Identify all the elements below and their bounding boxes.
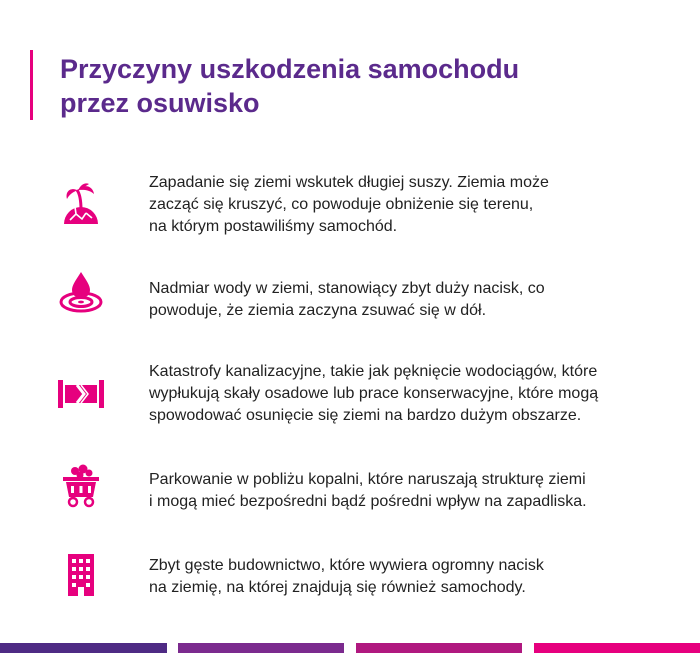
- list-item-line: powoduje, że ziemia zaczyna zsuwać się w dół.: [149, 302, 487, 319]
- list-item-line: Zbyt gęste budownictwo, które wywiera ogromny nacisk: [149, 557, 544, 574]
- footer-segment: [534, 643, 700, 653]
- footer-segment: [178, 643, 344, 653]
- page-title: [60, 52, 660, 120]
- list-item-line: wypłukują skały osadowe lub prace konserwacyjne, które mogą: [149, 385, 599, 402]
- list-item-line: na którym postawiliśmy samochód.: [149, 218, 398, 235]
- drought-icon: [58, 180, 104, 226]
- building-icon: [58, 552, 104, 598]
- list-item-text: [149, 172, 669, 238]
- list-item-text: [149, 361, 669, 427]
- list-item-line: Zapadanie się ziemi wskutek długiej suszy. Ziemia może: [149, 174, 549, 191]
- list-item-line: i mogą mieć bezpośredni bądź pośredni wpływ na zapadliska.: [149, 493, 587, 510]
- footer-segment: [356, 643, 522, 653]
- list-item-line: na ziemię, na której znajdują się również samochody.: [149, 579, 526, 596]
- water-drop-icon: [58, 268, 104, 314]
- mine-cart-icon: [58, 463, 104, 509]
- list-item-text: [149, 469, 669, 513]
- title-accent-bar: [30, 50, 33, 120]
- broken-pipe-icon: [58, 371, 104, 417]
- list-item-line: Katastrofy kanalizacyjne, takie jak pęknięcie wodociągów, które: [149, 363, 598, 380]
- footer-color-bar: [0, 643, 700, 653]
- list-item-line: Parkowanie w pobliżu kopalni, które naruszają strukturę ziemi: [149, 471, 586, 488]
- page-title-line-2: przez osuwisko: [60, 88, 260, 118]
- page-title-line-1: Przyczyny uszkodzenia samochodu: [60, 54, 520, 84]
- footer-segment: [0, 643, 167, 653]
- list-item-line: spowodować osunięcie się ziemi na bardzo dużym obszarze.: [149, 407, 582, 424]
- list-item-text: [149, 278, 669, 322]
- list-item-line: zacząć się kruszyć, co powoduje obniżenie się terenu,: [149, 196, 534, 213]
- list-item-line: Nadmiar wody w ziemi, stanowiący zbyt duży nacisk, co: [149, 280, 545, 297]
- list-item-text: [149, 555, 669, 599]
